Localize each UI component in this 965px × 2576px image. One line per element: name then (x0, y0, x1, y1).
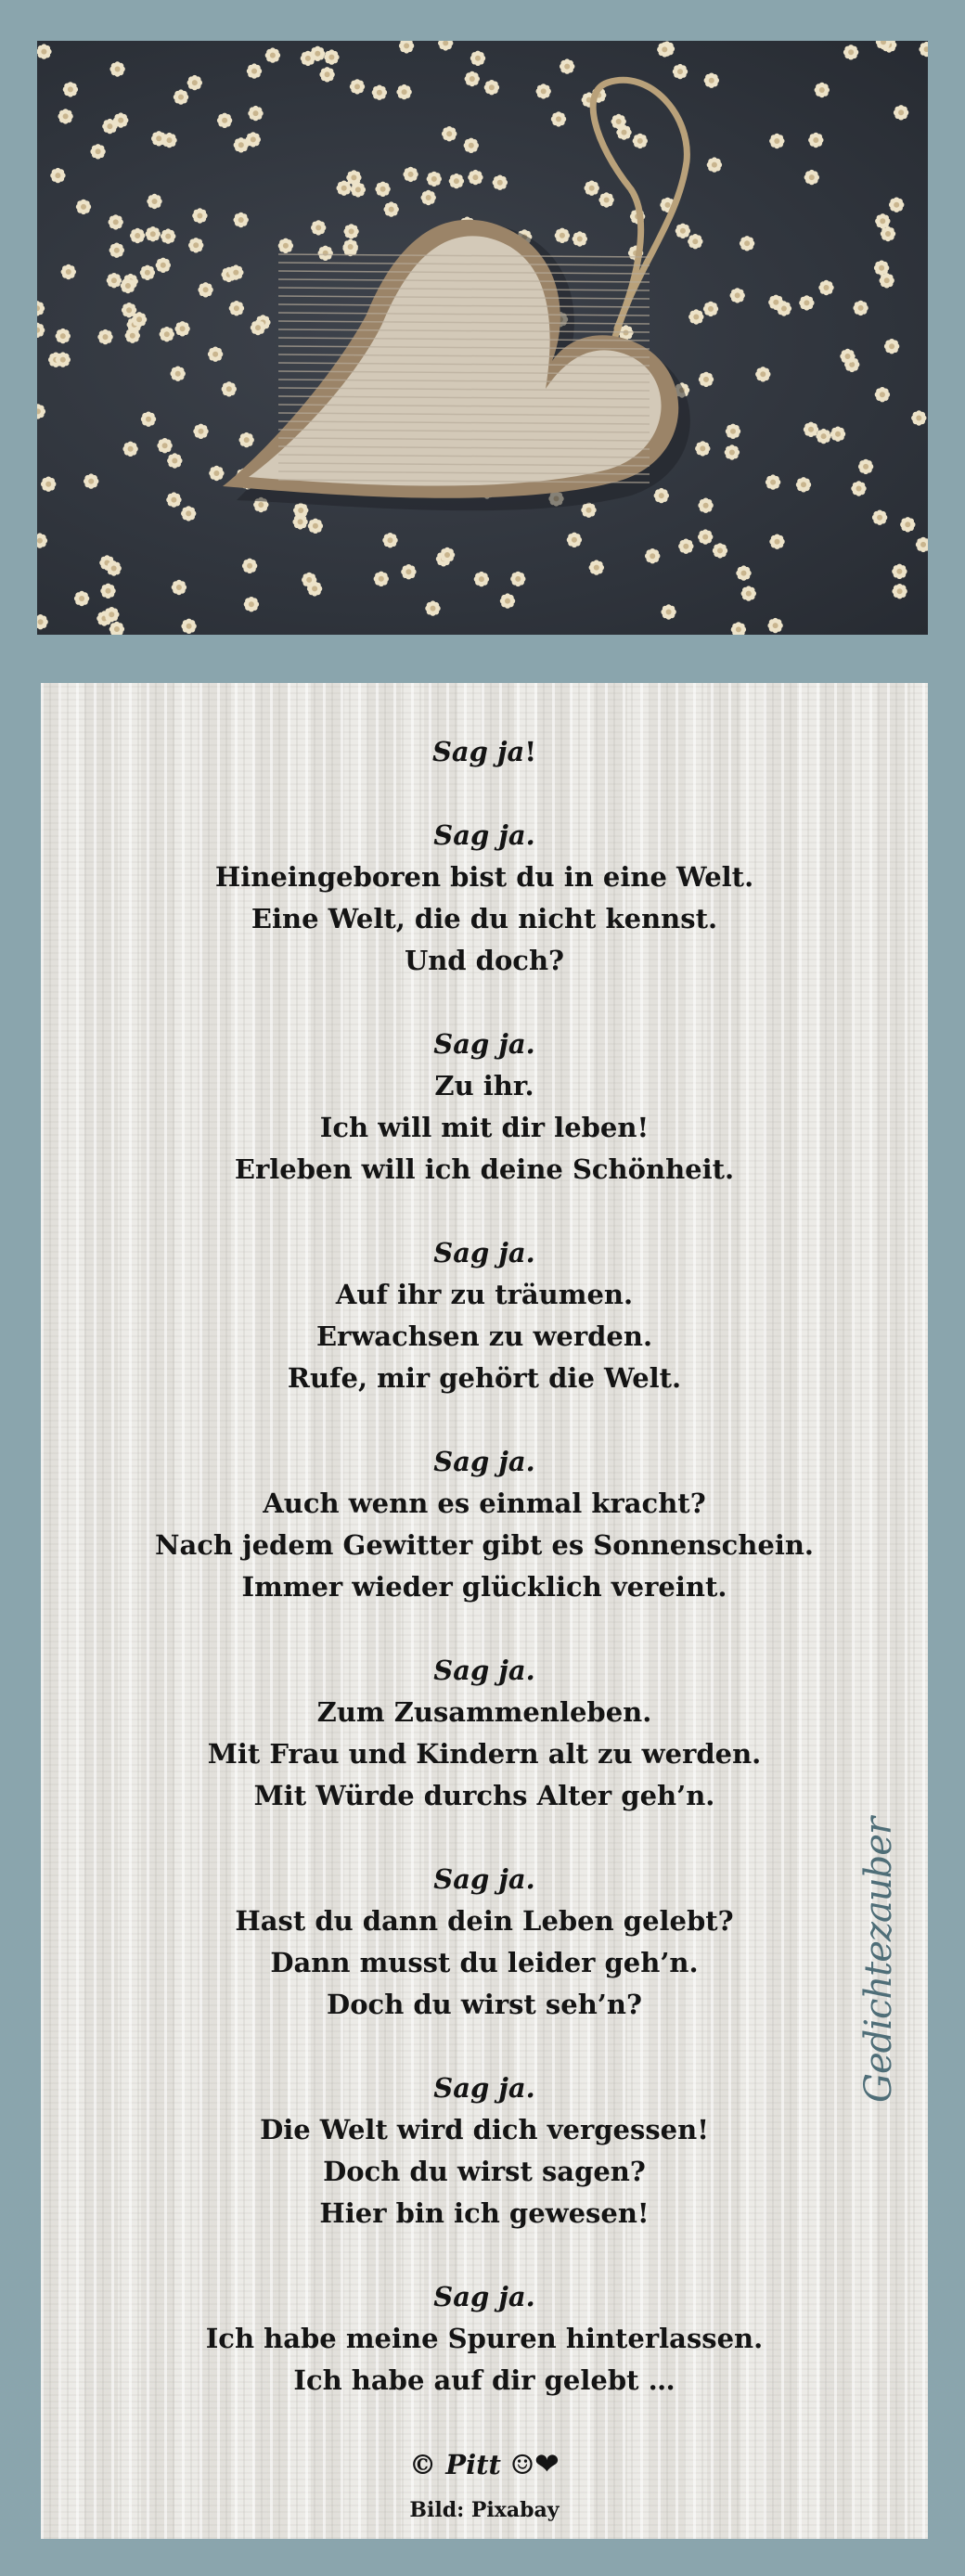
poem-line: Auf ihr zu träumen. (335, 1279, 634, 1310)
flower (731, 622, 746, 635)
stanza (41, 1859, 928, 2026)
flower (704, 73, 719, 88)
flower (567, 533, 582, 547)
flower (198, 282, 212, 297)
flower (766, 474, 780, 489)
flower (396, 84, 411, 99)
flower (107, 273, 122, 288)
flower (125, 328, 140, 343)
stanza-head: Sag ja. (433, 1863, 535, 1895)
flower (311, 220, 326, 235)
flower (919, 42, 928, 57)
flower (74, 591, 89, 606)
flower (840, 349, 855, 364)
flower (217, 113, 232, 128)
poem-line: Auch wenn es einmal kracht? (263, 1488, 706, 1519)
flower (372, 85, 387, 100)
flower (247, 63, 262, 78)
flower (100, 584, 115, 599)
flower (688, 309, 703, 324)
flower (246, 132, 261, 147)
flower (889, 198, 904, 213)
flower (265, 47, 280, 62)
flower (769, 535, 784, 549)
brand-watermark: Gedichtezauber (857, 1817, 900, 2103)
flower (37, 533, 47, 547)
flower (350, 79, 365, 94)
stanza-head: Sag ja. (433, 1655, 535, 1686)
poem-line: Immer wieder glücklich vereint. (241, 1571, 727, 1603)
flower (493, 175, 508, 190)
flower (166, 492, 181, 507)
flower (308, 519, 323, 534)
flower (56, 328, 71, 343)
flower (589, 560, 604, 574)
poem-line: Zu ihr. (434, 1070, 534, 1101)
black-heart-icon: ❤ (534, 2446, 560, 2481)
flower (875, 387, 890, 402)
flower (555, 228, 570, 243)
flower (401, 564, 416, 579)
signature-line (41, 2443, 928, 2486)
flower (884, 339, 899, 354)
flower (678, 539, 693, 554)
flower (310, 46, 325, 61)
flower (107, 560, 122, 575)
stanza (41, 815, 928, 982)
flower (384, 201, 399, 216)
flower (500, 593, 515, 608)
flower (109, 243, 124, 258)
flower (228, 264, 243, 279)
flower (585, 181, 599, 196)
flower (892, 584, 907, 599)
flower (141, 412, 156, 427)
stanza-head: Sag ja. (433, 1028, 535, 1060)
flower (242, 559, 257, 573)
flower (113, 112, 128, 127)
poem-line: Ich habe auf dir gelebt … (293, 2364, 676, 2396)
flower (484, 80, 499, 95)
flower (474, 572, 489, 586)
flower (58, 109, 72, 123)
flower (251, 320, 265, 335)
flower (90, 144, 105, 159)
flower (292, 514, 307, 529)
stanza-head: Sag ja. (433, 2072, 535, 2104)
flower (160, 327, 174, 341)
poem-line: Doch du wirst seh’n? (327, 1989, 642, 2020)
flower (425, 600, 440, 615)
flower (645, 548, 660, 563)
flower (146, 226, 161, 241)
flower (421, 190, 436, 205)
flower (171, 367, 186, 381)
flower (853, 301, 868, 316)
stanza-head: Sag ja. (433, 819, 535, 851)
flower (109, 61, 124, 76)
flower (769, 134, 784, 148)
flower (799, 295, 814, 310)
flower (560, 58, 574, 73)
flower (698, 529, 713, 544)
flower (804, 170, 819, 185)
flower (880, 273, 894, 288)
flower (188, 238, 203, 252)
flower (573, 231, 587, 246)
poem-line: Ich habe meine Spuren hinterlassen. (205, 2323, 764, 2354)
flower (278, 238, 293, 253)
flower (234, 213, 249, 227)
flower (676, 224, 690, 238)
flower (324, 49, 339, 64)
flower (193, 424, 208, 439)
poem-panel (41, 683, 928, 2539)
flower (41, 477, 56, 492)
flower (229, 301, 244, 316)
flower (37, 404, 45, 419)
flower (382, 533, 397, 547)
flower (208, 347, 223, 362)
stanza (41, 1024, 928, 1191)
flower (843, 45, 858, 59)
flower (161, 228, 175, 243)
poem-line: Mit Würde durchs Alter geh’n. (253, 1780, 715, 1811)
flower (695, 441, 710, 456)
stanza (41, 2067, 928, 2235)
flower (872, 510, 887, 525)
poem-line: Hast du dann dein Leben gelebt? (235, 1905, 734, 1937)
flower (157, 438, 172, 453)
flower (222, 381, 237, 396)
stanza (41, 1441, 928, 1608)
flower (442, 126, 457, 141)
flower (167, 453, 182, 468)
flower (465, 71, 480, 86)
flower (673, 64, 688, 79)
stanza-head: Sag ja. (433, 2281, 535, 2312)
flower (736, 565, 751, 580)
sunglasses-emoji-icon: ☺ (510, 2449, 534, 2480)
flower (767, 618, 782, 633)
poem-line: Und doch? (404, 945, 565, 976)
flower (375, 182, 390, 197)
flower (147, 194, 161, 209)
flower (725, 444, 740, 459)
flower (307, 581, 322, 596)
heart-photo (37, 41, 928, 635)
flower (808, 133, 823, 148)
poem-line: Ich will mit dir leben! (319, 1112, 650, 1143)
flower (130, 228, 145, 243)
flower (688, 234, 702, 249)
flower (818, 280, 833, 295)
poem-title: Sag ja! (431, 736, 537, 767)
flower (703, 302, 718, 316)
flower (449, 174, 464, 188)
stanza-head: Sag ja. (433, 1446, 535, 1477)
flower (97, 329, 112, 344)
flower (56, 352, 71, 367)
flower (156, 258, 171, 273)
flower (892, 564, 907, 579)
poem-line: Erleben will ich deine Schönheit. (234, 1153, 735, 1185)
heart-illustration (37, 41, 928, 635)
flower (707, 157, 722, 172)
flower (875, 213, 890, 228)
flower (699, 372, 714, 387)
flower (858, 459, 873, 474)
flower (172, 580, 187, 595)
flower (470, 51, 485, 66)
flower (399, 41, 414, 54)
flower (244, 597, 259, 612)
poem-line: Dann musst du leider geh’n. (270, 1947, 699, 1978)
flower (37, 614, 48, 629)
flower (403, 167, 418, 182)
poem-line: Zum Zusammenleben. (316, 1696, 652, 1728)
flower (698, 498, 713, 513)
flower (616, 124, 631, 139)
flower (109, 622, 124, 635)
flower (63, 82, 78, 97)
flower (374, 572, 389, 586)
poem-line: Erwachsen zu werden. (315, 1320, 653, 1352)
flower (174, 89, 188, 104)
flower (851, 481, 866, 496)
flower (37, 44, 52, 58)
flower (804, 422, 818, 437)
flower (318, 246, 333, 261)
flower (830, 427, 845, 442)
flower (468, 170, 482, 185)
flower (121, 278, 135, 293)
flower (726, 424, 740, 439)
flower (440, 547, 455, 562)
flower (181, 506, 196, 521)
flower (61, 264, 76, 279)
flower (438, 41, 453, 51)
flower (319, 67, 334, 82)
flower (796, 477, 811, 492)
flower (657, 42, 672, 57)
flower (911, 410, 926, 425)
stanza (41, 1232, 928, 1399)
image-credit: Bild: Pixabay (409, 2498, 560, 2522)
flower (109, 214, 123, 229)
flower (894, 105, 908, 120)
poem-line: Nach jedem Gewitter gibt es Sonnenschein. (154, 1529, 815, 1561)
flower (741, 586, 756, 600)
flower (816, 429, 830, 444)
flower (192, 208, 207, 223)
flower (174, 321, 189, 336)
flower (239, 432, 254, 447)
poem-line: Die Welt wird dich vergessen! (260, 2114, 709, 2145)
flower (510, 572, 525, 586)
flower (551, 111, 566, 126)
flower (633, 134, 648, 148)
flower (343, 239, 358, 254)
poem-line: Hineingeboren bist du in eine Welt. (214, 861, 754, 893)
flower (181, 619, 196, 634)
flower (37, 323, 45, 338)
flower (730, 288, 745, 303)
flower (50, 168, 65, 183)
poem-line: Doch du wirst sagen? (323, 2156, 646, 2187)
stanza (41, 2276, 928, 2402)
flower (140, 265, 155, 280)
poem (41, 731, 928, 2531)
flower (84, 473, 98, 488)
flower (581, 503, 596, 518)
flower (536, 84, 551, 98)
flower (209, 466, 224, 481)
flower (661, 604, 676, 619)
flower (161, 133, 176, 148)
flower (351, 182, 366, 197)
flower (343, 224, 358, 238)
flower (37, 301, 45, 316)
signature: © Pitt (409, 2449, 501, 2480)
flower (740, 236, 754, 251)
flower (900, 517, 915, 532)
stanza (41, 1650, 928, 1817)
poem-line: Hier bin ich gewesen! (319, 2197, 650, 2229)
flower (598, 192, 613, 207)
flower (654, 488, 669, 503)
flower (248, 106, 263, 121)
flower (755, 367, 770, 381)
poem-stanzas (41, 815, 928, 2402)
flower (815, 83, 830, 97)
flower (76, 200, 91, 214)
flower (713, 543, 727, 558)
flower (104, 607, 119, 622)
flower (122, 442, 137, 457)
poem-line: Eine Welt, die du nicht kennst. (251, 903, 718, 934)
flower (187, 75, 202, 90)
flower (427, 172, 442, 187)
flower (768, 295, 783, 310)
poem-line: Mit Frau und Kindern alt zu werden. (207, 1738, 762, 1770)
flower (337, 181, 352, 196)
flower (464, 138, 479, 153)
poem-line: Rufe, mir gehört die Welt. (287, 1362, 682, 1394)
stanza-head: Sag ja. (433, 1237, 535, 1269)
flower (132, 312, 147, 327)
flower (916, 537, 928, 552)
